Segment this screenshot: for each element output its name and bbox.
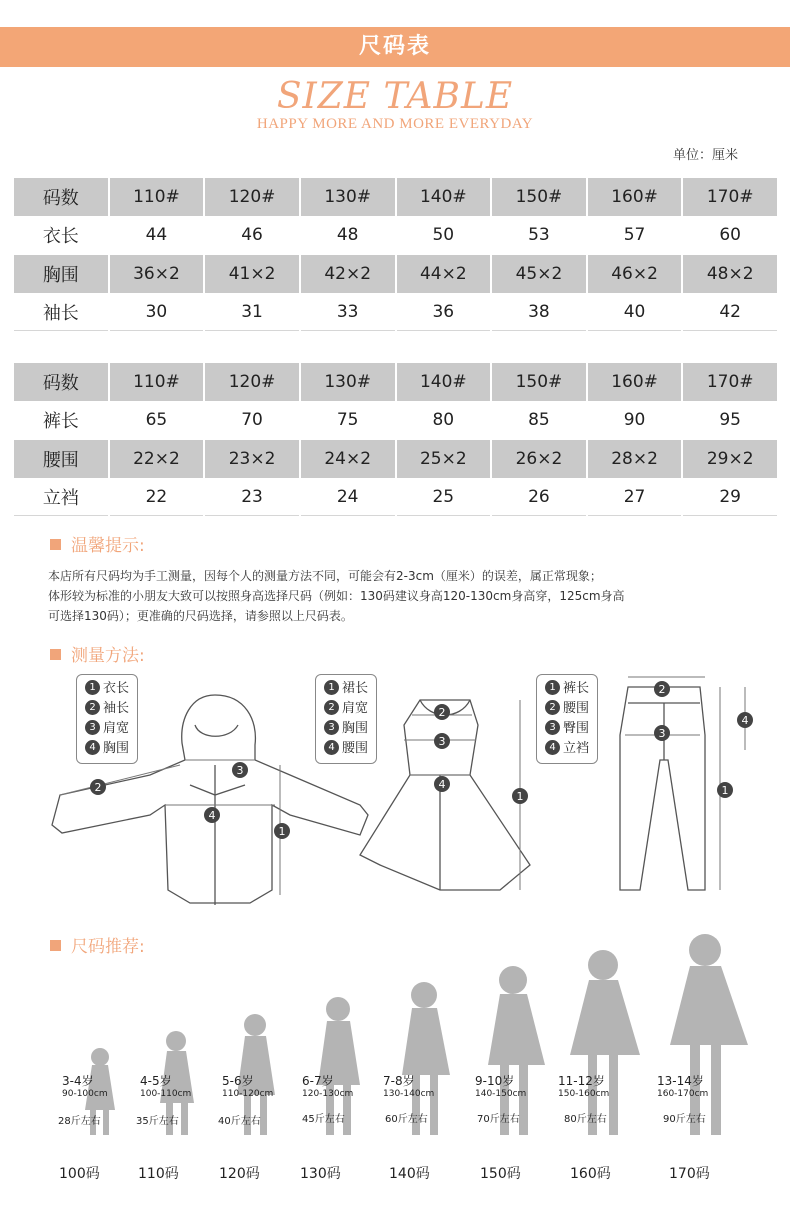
legend-item — [324, 739, 368, 759]
row-label: 裤长 — [14, 401, 108, 440]
svg-text:3: 3 — [236, 764, 244, 777]
size-code: 110码 — [138, 1166, 179, 1182]
svg-text:1: 1 — [516, 790, 524, 803]
tips-line: 体形较为标准的小朋友大致可以按照身高选择尺码（例如：130码建议身高120-130cm身高穿，125cm身高 — [48, 589, 625, 603]
section-heading-text: 尺码推荐: — [71, 937, 145, 957]
size-code: 170码 — [669, 1166, 710, 1182]
table-row — [14, 478, 777, 517]
table-cell: 140# — [397, 177, 491, 216]
legend-label: 臀围 — [563, 721, 590, 736]
table-cell: 22 — [110, 478, 204, 517]
table-row — [14, 401, 777, 440]
table-cell: 23 — [205, 478, 299, 517]
table-cell: 90 — [588, 401, 682, 440]
kid-weight: 90斤左右 — [663, 1114, 706, 1125]
top-size-table — [12, 177, 779, 331]
kid-height: 130-140cm — [383, 1089, 435, 1099]
legend-item — [545, 679, 589, 699]
kid-height: 120-130cm — [302, 1089, 354, 1099]
table-cell: 60 — [683, 216, 777, 255]
kid-height: 100-110cm — [140, 1089, 192, 1099]
table-cell: 120# — [205, 177, 299, 216]
table-cell: 65 — [110, 401, 204, 440]
kid-age: 3-4岁 — [62, 1074, 94, 1088]
kid-size-6 — [475, 1072, 527, 1125]
size-code: 130码 — [300, 1166, 341, 1182]
kid-weight: 40斤左右 — [218, 1116, 261, 1127]
number-badge-icon: 3 — [85, 720, 100, 735]
kid-size-4 — [302, 1072, 354, 1125]
table-cell: 53 — [492, 216, 586, 255]
kid-weight: 60斤左右 — [385, 1114, 428, 1125]
size-code: 160码 — [570, 1166, 611, 1182]
legend-label: 裤长 — [563, 681, 590, 696]
legend-item — [545, 699, 589, 719]
table-cell: 42×2 — [301, 254, 395, 293]
table-cell: 160# — [588, 362, 682, 401]
size-table-title: SIZE TABLE — [276, 76, 514, 117]
size-code: 150码 — [480, 1166, 521, 1182]
legend-item — [545, 739, 589, 759]
kid-height: 140-150cm — [475, 1089, 527, 1099]
table-cell: 120# — [205, 362, 299, 401]
table-cell: 110# — [110, 177, 204, 216]
number-badge-icon: 1 — [324, 680, 339, 695]
pants-icon — [620, 687, 705, 890]
legend-top — [76, 674, 138, 764]
table-cell: 48 — [301, 216, 395, 255]
pants-size-table — [12, 362, 779, 516]
table-cell: 48×2 — [683, 254, 777, 293]
table-row — [14, 254, 777, 293]
table-cell: 130# — [301, 362, 395, 401]
legend-label: 肩宽 — [103, 721, 130, 736]
kid-weight: 70斤左右 — [477, 1114, 520, 1125]
legend-label: 袖长 — [103, 701, 130, 716]
kid-age: 9-10岁 — [475, 1074, 515, 1088]
legend-label: 衣长 — [103, 681, 130, 696]
table-cell: 38 — [492, 293, 586, 332]
square-bullet-icon — [50, 539, 61, 550]
table-cell: 45×2 — [492, 254, 586, 293]
table-cell: 160# — [588, 177, 682, 216]
number-badge-icon: 4 — [324, 740, 339, 755]
section-heading-text: 温馨提示: — [71, 536, 145, 556]
svg-text:4: 4 — [438, 778, 446, 791]
row-label: 立裆 — [14, 478, 108, 517]
number-badge-icon: 2 — [545, 700, 560, 715]
table-cell: 110# — [110, 362, 204, 401]
table-cell: 41×2 — [205, 254, 299, 293]
legend-label: 裙长 — [342, 681, 369, 696]
table-cell: 27 — [588, 478, 682, 517]
row-label: 码数 — [14, 177, 108, 216]
number-badge-icon: 2 — [85, 700, 100, 715]
number-badge-icon: 1 — [85, 680, 100, 695]
table-cell: 25 — [397, 478, 491, 517]
tips-line: 本店所有尺码均为手工测量，因每个人的测量方法不同，可能会有2-3cm（厘米）的误差，属正常现象； — [48, 569, 602, 583]
kid-weight: 45斤左右 — [302, 1114, 345, 1125]
number-badge-icon: 3 — [324, 720, 339, 735]
kid-silhouette-icon — [670, 934, 748, 1135]
number-badge-icon: 2 — [324, 700, 339, 715]
kid-height: 90-100cm — [62, 1089, 108, 1099]
size-code: 100码 — [59, 1166, 100, 1182]
number-badge-icon: 4 — [545, 740, 560, 755]
table-cell: 24 — [301, 478, 395, 517]
number-badge-icon: 4 — [85, 740, 100, 755]
size-code: 120码 — [219, 1166, 260, 1182]
dress-icon — [360, 700, 530, 890]
table-row — [14, 439, 777, 478]
section-heading-tips — [50, 531, 145, 556]
section-heading-text: 测量方法: — [71, 646, 145, 666]
legend-item — [85, 679, 129, 699]
table-cell: 26×2 — [492, 439, 586, 478]
row-label: 胸围 — [14, 254, 108, 293]
table-cell: 150# — [492, 362, 586, 401]
size-table-subtitle: HAPPY MORE AND MORE EVERYDAY — [256, 116, 534, 132]
table-row — [14, 293, 777, 332]
table-cell: 85 — [492, 401, 586, 440]
legend-label: 胸围 — [103, 741, 130, 756]
table-cell: 30 — [110, 293, 204, 332]
number-badge-icon: 1 — [545, 680, 560, 695]
kid-height: 110-120cm — [222, 1089, 274, 1099]
legend-item — [85, 699, 129, 719]
tips-text — [48, 566, 748, 626]
table-cell: 44×2 — [397, 254, 491, 293]
kid-size-3 — [218, 1072, 274, 1127]
kid-size-7 — [558, 1072, 610, 1125]
table-cell: 57 — [588, 216, 682, 255]
section-heading-measure — [50, 641, 145, 666]
legend-label: 肩宽 — [342, 701, 369, 716]
legend-label: 腰围 — [342, 741, 369, 756]
table-cell: 140# — [397, 362, 491, 401]
kid-size-2 — [136, 1072, 192, 1127]
kid-age: 7-8岁 — [383, 1074, 415, 1088]
legend-item — [85, 719, 129, 739]
table-cell: 22×2 — [110, 439, 204, 478]
legend-item — [85, 739, 129, 759]
table-row — [14, 177, 777, 216]
legend-item — [545, 719, 589, 739]
square-bullet-icon — [50, 649, 61, 660]
row-label: 腰围 — [14, 439, 108, 478]
svg-text:2: 2 — [94, 781, 102, 794]
size-code: 140码 — [389, 1166, 430, 1182]
table-cell: 29×2 — [683, 439, 777, 478]
kid-silhouette-icon — [570, 950, 640, 1135]
kid-age: 5-6岁 — [222, 1074, 254, 1088]
kid-age: 6-7岁 — [302, 1074, 334, 1088]
svg-text:4: 4 — [208, 809, 216, 822]
number-badge-icon: 3 — [545, 720, 560, 735]
svg-text:2: 2 — [438, 706, 446, 719]
tips-line: 可选择130码）；更准确的尺码选择，请参照以上尺码表。 — [48, 609, 353, 623]
kid-size-5 — [383, 1072, 435, 1125]
kid-height: 160-170cm — [657, 1089, 709, 1099]
unit-label: 单位：厘米 — [672, 148, 738, 163]
table-cell: 28×2 — [588, 439, 682, 478]
table-cell: 46×2 — [588, 254, 682, 293]
table-cell: 44 — [110, 216, 204, 255]
kid-weight: 35斤左右 — [136, 1116, 179, 1127]
table-cell: 40 — [588, 293, 682, 332]
kid-size-1 — [58, 1072, 108, 1127]
svg-text:1: 1 — [721, 784, 729, 797]
table-cell: 23×2 — [205, 439, 299, 478]
kid-weight: 28斤左右 — [58, 1116, 101, 1127]
legend-pants — [536, 674, 598, 764]
table-cell: 31 — [205, 293, 299, 332]
table-cell: 170# — [683, 177, 777, 216]
legend-dress — [315, 674, 377, 764]
kid-age: 11-12岁 — [558, 1074, 605, 1088]
legend-label: 腰围 — [563, 701, 590, 716]
legend-item — [324, 719, 368, 739]
header-banner: 尺码表 — [0, 27, 790, 67]
table-cell: 150# — [492, 177, 586, 216]
row-label: 衣长 — [14, 216, 108, 255]
row-label: 袖长 — [14, 293, 108, 332]
svg-text:3: 3 — [658, 727, 666, 740]
table-cell: 29 — [683, 478, 777, 517]
kid-age: 4-5岁 — [140, 1074, 172, 1088]
legend-item — [324, 679, 368, 699]
row-label: 码数 — [14, 362, 108, 401]
table-cell: 95 — [683, 401, 777, 440]
table-cell: 70 — [205, 401, 299, 440]
kid-age: 13-14岁 — [657, 1074, 704, 1088]
table-cell: 42 — [683, 293, 777, 332]
legend-item — [324, 699, 368, 719]
svg-text:2: 2 — [658, 683, 666, 696]
svg-text:4: 4 — [741, 714, 749, 727]
table-cell: 36 — [397, 293, 491, 332]
legend-label: 胸围 — [342, 721, 369, 736]
table-cell: 26 — [492, 478, 586, 517]
table-cell: 24×2 — [301, 439, 395, 478]
table-cell: 130# — [301, 177, 395, 216]
table-cell: 50 — [397, 216, 491, 255]
kid-size-8 — [657, 1072, 709, 1125]
svg-text:3: 3 — [438, 735, 446, 748]
svg-text:1: 1 — [278, 825, 286, 838]
table-cell: 170# — [683, 362, 777, 401]
table-row — [14, 216, 777, 255]
kid-height: 150-160cm — [558, 1089, 610, 1099]
table-cell: 75 — [301, 401, 395, 440]
kid-weight: 80斤左右 — [564, 1114, 607, 1125]
table-cell: 25×2 — [397, 439, 491, 478]
table-cell: 36×2 — [110, 254, 204, 293]
table-cell: 33 — [301, 293, 395, 332]
table-row — [14, 362, 777, 401]
table-cell: 46 — [205, 216, 299, 255]
table-cell: 80 — [397, 401, 491, 440]
legend-label: 立裆 — [563, 741, 590, 756]
